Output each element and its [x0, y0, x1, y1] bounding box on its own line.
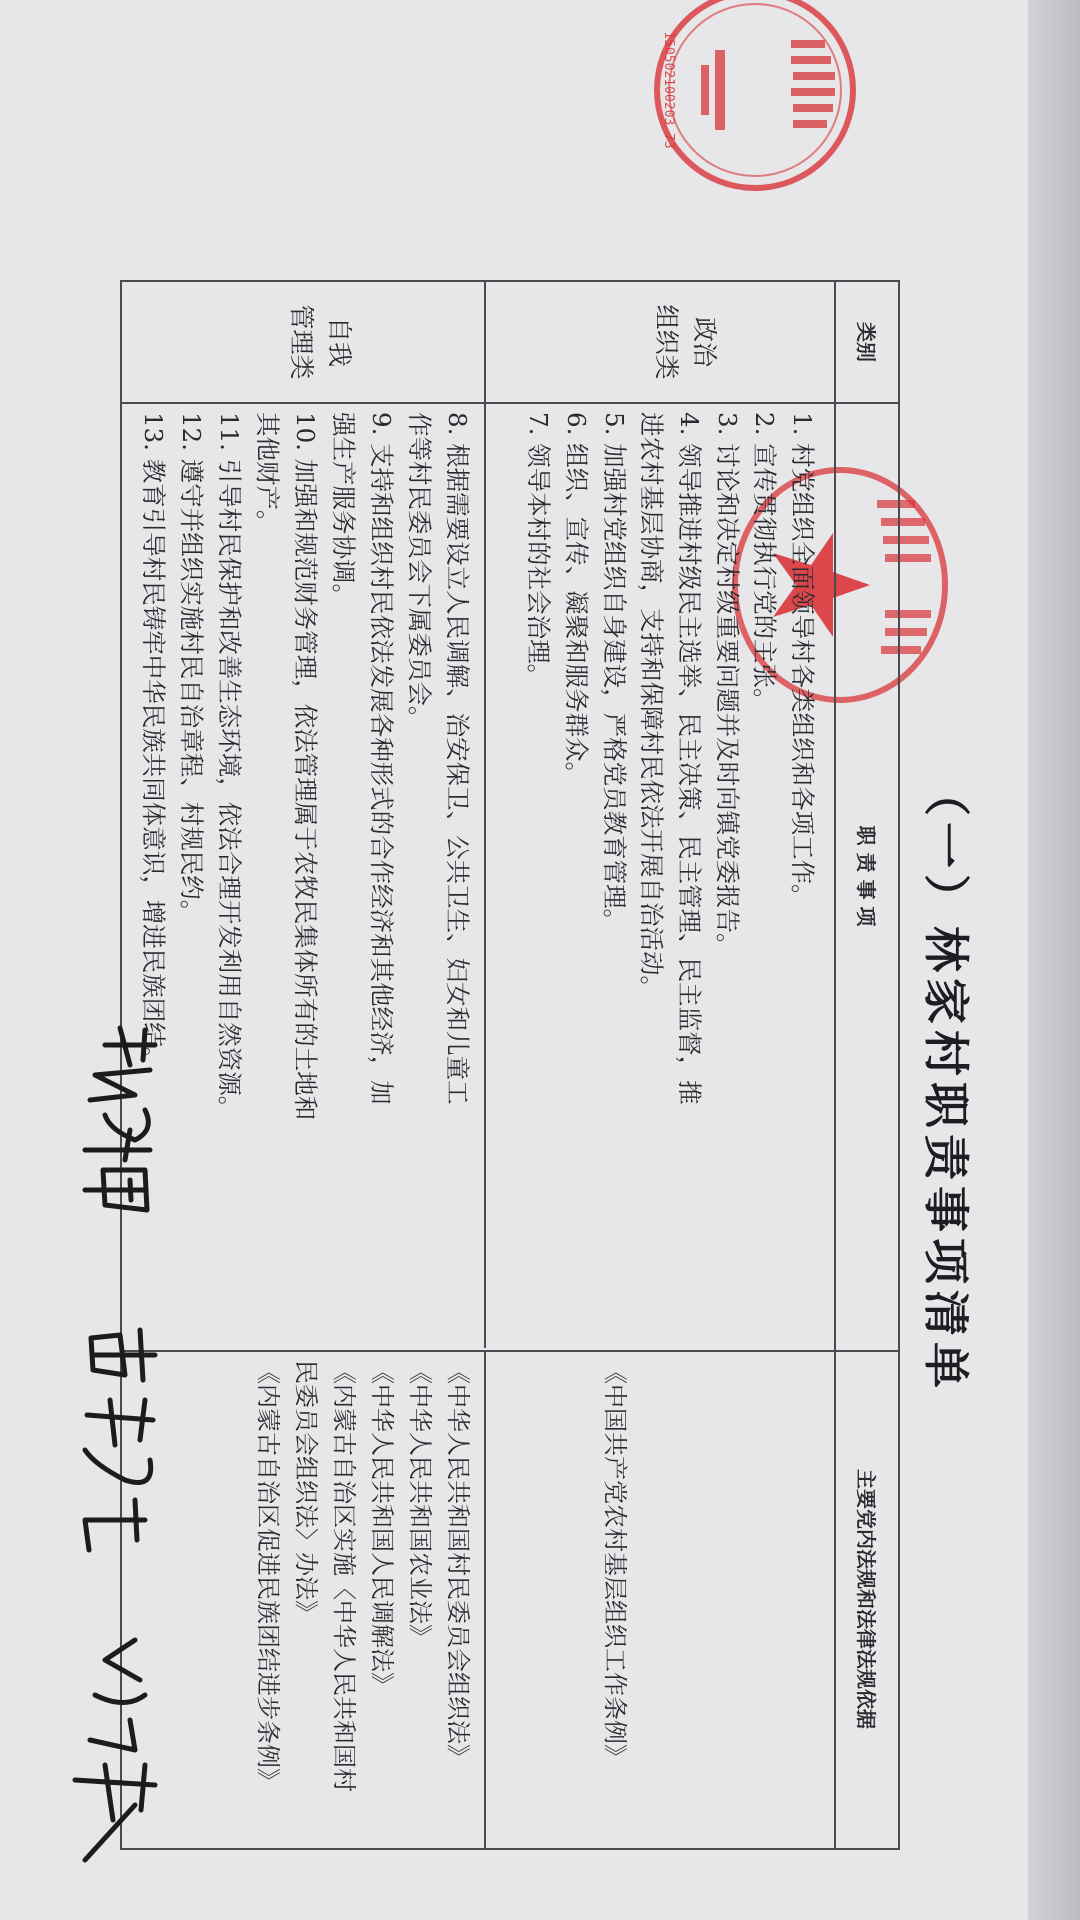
- table-divider: [834, 282, 836, 1848]
- duty-line: 3. 讨论和决定村级重要问题并及时向镇党委报告。: [713, 412, 742, 958]
- basis-line: 《内蒙古自治区实施〈中华人民共和国村: [330, 1360, 358, 1792]
- duty-table: [120, 280, 900, 1850]
- duty-line: 1. 村党组织全面领导村各类组织和各项工作。: [788, 412, 817, 909]
- table-divider: [122, 402, 898, 404]
- duty-line: 2. 宣传贯彻执行党的主张。: [750, 412, 779, 713]
- duty-line: 8. 根据需要设立人民调解、治安保卫、公共卫生、妇女和儿童工: [443, 412, 472, 1105]
- category-political: [647, 282, 723, 402]
- header-duties: 职 责 事 项: [854, 825, 878, 927]
- page-edge: [1028, 0, 1080, 1920]
- duty-line: 10. 加强和规范财务管理，依法管理属于农牧民集体所有的土地和: [291, 412, 320, 1121]
- signature-2: [85, 1330, 155, 1550]
- duty-line: 进农村基层协商，支持和保障村民依法开展自治活动。: [637, 412, 666, 1000]
- document-sheet: [80, 10, 1000, 1910]
- duty-line: 7. 领导本村的社会治理。: [524, 412, 553, 689]
- category-line: 管理类: [287, 304, 316, 380]
- duty-line: 11. 引导村民保护和改善生态环境，依法合理开发利用自然资源。: [215, 412, 244, 1121]
- duty-line: 13. 教育引导村民铸牢中华民族共同体意识，增进民族团结。: [139, 412, 168, 1072]
- header-category: 类别: [854, 322, 878, 362]
- table-divider: [484, 282, 486, 1348]
- page-title: （一）林家村职责事项清单: [919, 770, 973, 1394]
- duty-line: 作等村民委员会下属委员会。: [405, 412, 434, 731]
- table-divider: [122, 1350, 898, 1352]
- basis-line: 《中华人民共和国农业法》: [406, 1360, 434, 1648]
- basis-line: 《内蒙古自治区促进民族团结进步条例》: [254, 1360, 282, 1792]
- duty-line: 其他财产。: [253, 412, 282, 535]
- header-basis: 主要党内法规和法律法规依据: [854, 1469, 878, 1729]
- seal-number: 150502100203 73: [661, 31, 676, 149]
- duty-line: 强生产服务协调。: [329, 412, 358, 608]
- official-seal-stamp: [645, 0, 865, 200]
- basis-line: 《中国共产党农村基层组织工作条例》: [601, 1360, 629, 1768]
- table-divider: [484, 1350, 486, 1848]
- category-line: 自我: [325, 316, 354, 367]
- signature-3: [75, 1640, 155, 1860]
- duty-line: 6. 组织、宣传、凝聚和服务群众。: [562, 412, 591, 787]
- handwritten-signatures: [55, 1020, 165, 1900]
- basis-line: 《中华人民共和国村民委员会组织法》: [444, 1360, 472, 1768]
- duty-line: 4. 领导推进村级民主选举、民主决策、民主管理、民主监督，推: [675, 412, 704, 1105]
- signature-1: [85, 1028, 155, 1210]
- basis-line: 民委员会组织法〉办法》: [292, 1360, 320, 1624]
- duty-line: 5. 加强村党组织自身建设，严格党员教育管理。: [600, 412, 629, 934]
- duty-line: 9. 支持和组织村民依法发展各种形式的合作经济和其他经济，加: [367, 412, 396, 1105]
- category-line: 政治: [690, 316, 719, 367]
- duty-line: 12. 遵守并组织实施村民自治章程、村规民约。: [177, 412, 206, 925]
- basis-line: 《中华人民共和国人民调解法》: [368, 1360, 396, 1696]
- category-self-management: [282, 282, 358, 402]
- category-line: 组织类: [652, 304, 681, 380]
